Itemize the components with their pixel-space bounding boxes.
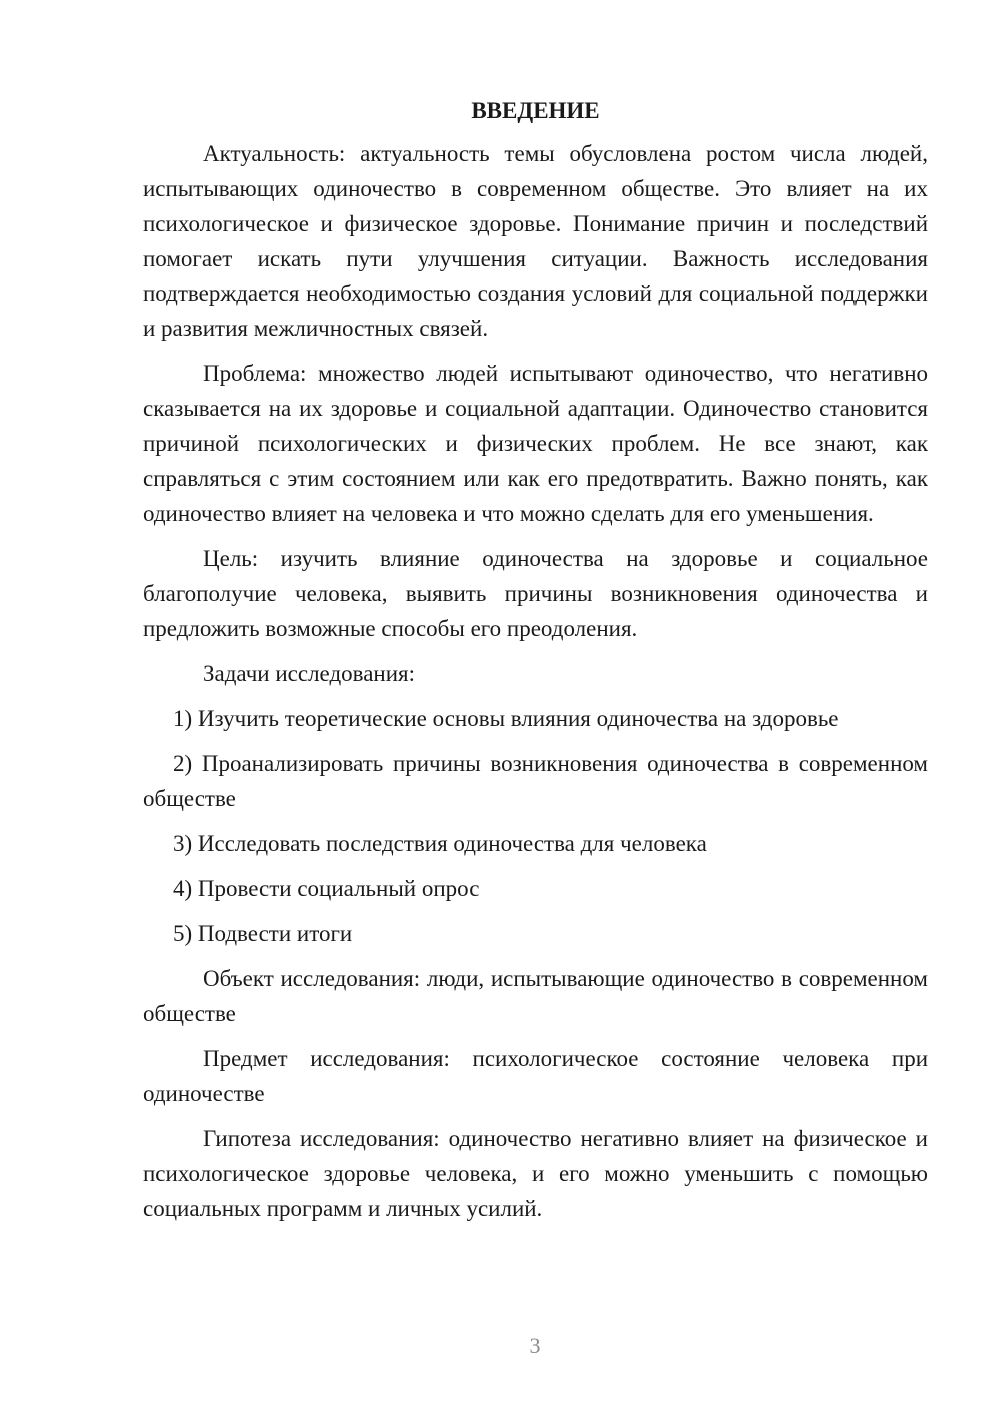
list-item: 4) Провести социальный опрос [173,876,480,901]
tasks-list [143,701,928,951]
paragraph-hypothesis: Гипотеза исследования: одиночество негативно влияет на физическое и психологическое здоровье человека, и его можно уменьшить с помощью социальных программ и личных усилий. [143,1126,928,1221]
paragraph-goal: Цель: изучить влияние одиночества на здоровье и социальное благополучие человека, выявить причины возникновения одиночества и предложить возможные способы его преодоления. [143,546,928,641]
list-item: 2) Проанализировать причины возникновения одиночества в современном обществе [143,751,928,811]
page-number: 3 [529,1333,541,1358]
paragraph-object: Объект исследования: люди, испытывающие одиночество в современном обществе [143,966,928,1026]
paragraph-relevance: Актуальность: актуальность темы обусловлена ростом числа людей, испытывающих одиночество в современном обществе. Это влияет на их психологическое и физическое здоровье. Понимание причин и последствий помогает искать пути улучшения ситуации. Важность исследования подтверждается необходимостью создания условий для социальной поддержки и развития межличностных связей. [143,141,928,341]
paragraph-problem: Проблема: множество людей испытывают одиночество, что негативно сказывается на их здоровье и социальной адаптации. Одиночество становится причиной психологических и физических проблем. Не все знают, как справляться с этим состоянием или как его предотвратить. Важно понять, как одиночество влияет на человека и что можно сделать для его уменьшения. [143,361,928,526]
list-item: 1) Изучить теоретические основы влияния одиночества на здоровье [173,706,839,731]
list-item: 3) Исследовать последствия одиночества для человека [173,831,707,856]
list-item: 5) Подвести итоги [173,921,353,946]
document-body [143,96,928,1236]
page-title: ВВЕДЕНИЕ [471,98,600,123]
tasks-heading: Задачи исследования: [203,661,416,686]
paragraph-subject: Предмет исследования: психологическое состояние человека при одиночестве [143,1046,928,1106]
